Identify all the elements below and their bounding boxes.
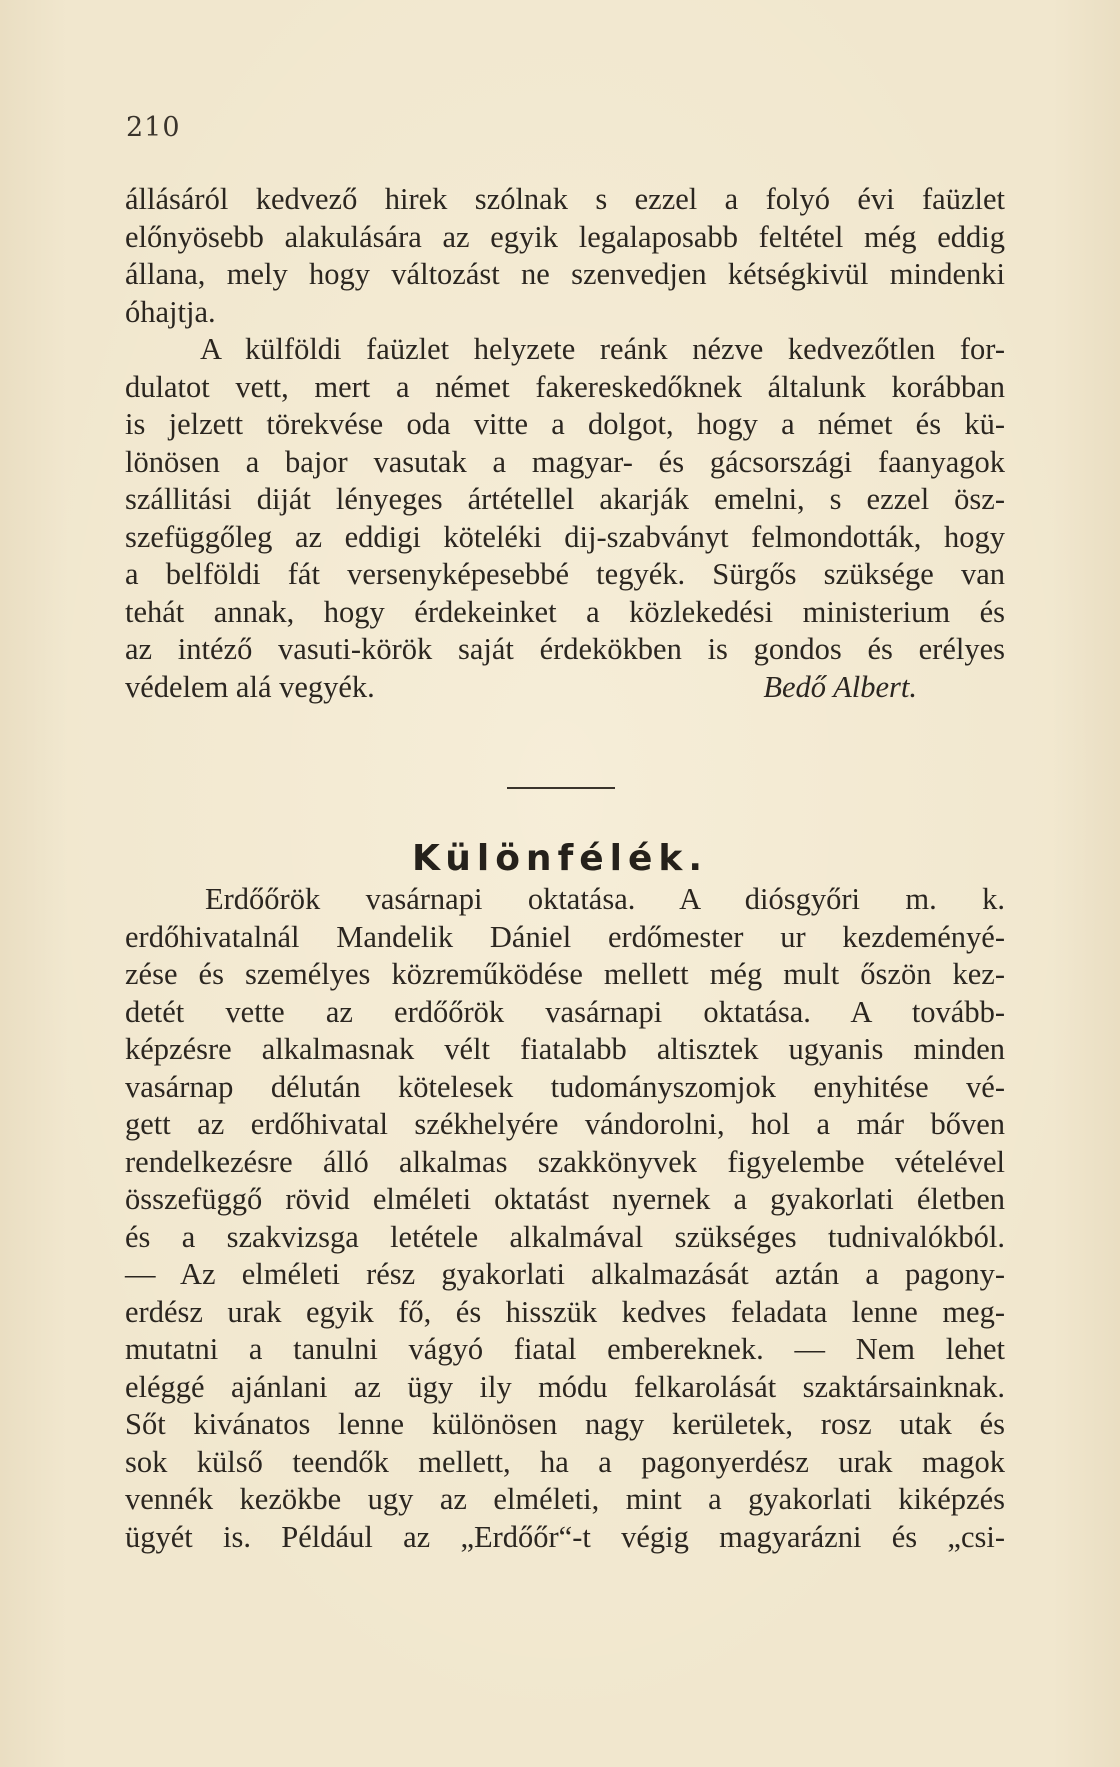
text-line: erdőhivatalnál Mandelik Dániel erdőmester ur kezdeményé- — [125, 919, 1005, 954]
page-number: 210 — [126, 112, 181, 143]
text-line: — Az elméleti rész gyakorlati alkalmazását aztán a pagony- — [125, 1257, 1005, 1291]
author-signature: Bedő Albert. — [763, 669, 917, 704]
text-line: és a szakvizsga letétele alkalmával szükséges tudnivalókból. — [125, 1219, 1005, 1254]
article-text-block — [125, 181, 1005, 706]
text-line: összefüggő rövid elméleti oktatást nyernek a gyakorlati életben — [125, 1182, 1005, 1216]
text-line: eléggé ajánlani az ügy ily módu felkarolását szaktársainknak. — [125, 1369, 1005, 1404]
text-line: vennék kezökbe ugy az elméleti, mint a gyakorlati kiképzés — [125, 1482, 1005, 1516]
text-line: szállitási diját lényeges ártétellel akarják emelni, s ezzel ösz- — [125, 482, 1005, 516]
text-line: detét vette az erdőőrök vasárnapi oktatása. A tovább- — [125, 994, 1005, 1029]
text-line: képzésre alkalmasnak vélt fiatalabb altisztek ugyanis minden — [125, 1032, 1005, 1066]
news-text-block — [125, 881, 1005, 1556]
text-line: szefüggőleg az eddigi köteléki dij-szabványt felmondották, hogy — [125, 519, 1005, 554]
text-line: sok külső teendők mellett, ha a pagonyerdész urak magok — [125, 1444, 1005, 1479]
text-line: mutatni a tanulni vágyó fiatal embereknek. — Nem lehet — [125, 1332, 1005, 1366]
text-line: védelem alá vegyék. — [125, 669, 375, 704]
closing-line — [125, 669, 1005, 707]
section-heading: Különfélék. — [411, 838, 709, 879]
text-line: vasárnap délután kötelesek tudományszomjok enyhitése vé- — [125, 1069, 1005, 1104]
text-line: tehát annak, hogy érdekeinket a közlekedési ministerium és — [125, 594, 1005, 629]
text-line: erdész urak egyik fő, és hisszük kedves feladata lenne meg- — [125, 1294, 1005, 1329]
text-line: Sőt kivánatos lenne különösen nagy kerületek, rosz utak és — [125, 1407, 1005, 1441]
text-line: rendelkezésre álló alkalmas szakkönyvek figyelembe vételével — [125, 1144, 1005, 1179]
text-line: előnyösebb alakulására az egyik legalaposabb feltétel még eddig — [125, 219, 1005, 254]
text-line: zése és személyes közreműködése mellett még mult őszön kez- — [125, 957, 1005, 991]
text-line: is jelzett törekvése oda vitte a dolgot, hogy a német és kü- — [125, 407, 1005, 441]
text-line: állásáról kedvező hirek szólnak s ezzel a folyó évi faüzlet — [125, 182, 1005, 216]
paragraph-first-line: Erdőőrök vasárnapi oktatása. A diósgyőri m. k. — [205, 882, 1005, 916]
text-line: óhajtja. — [125, 294, 216, 329]
section-divider — [507, 787, 615, 789]
text-line: gett az erdőhivatal székhelyére vándorolni, hol a már bőven — [125, 1107, 1005, 1141]
text-line: dulatot vett, mert a német fakereskedőknek általunk korábban — [125, 369, 1005, 404]
text-line: lönösen a bajor vasutak a magyar- és gácsországi faanyagok — [125, 444, 1005, 479]
text-line: a belföldi fát versenyképesebbé tegyék. Sürgős szüksége van — [125, 557, 1005, 591]
paragraph-first-line: A külföldi faüzlet helyzete reánk nézve kedvezőtlen for- — [200, 332, 1005, 366]
text-line: ügyét is. Például az „Erdőőr“-t végig magyarázni és „csi- — [125, 1519, 1005, 1554]
text-line: állana, mely hogy változást ne szenvedjen kétségkivül mindenki — [125, 257, 1005, 291]
text-line: az intéző vasuti-körök saját érdekökben is gondos és erélyes — [125, 632, 1005, 666]
